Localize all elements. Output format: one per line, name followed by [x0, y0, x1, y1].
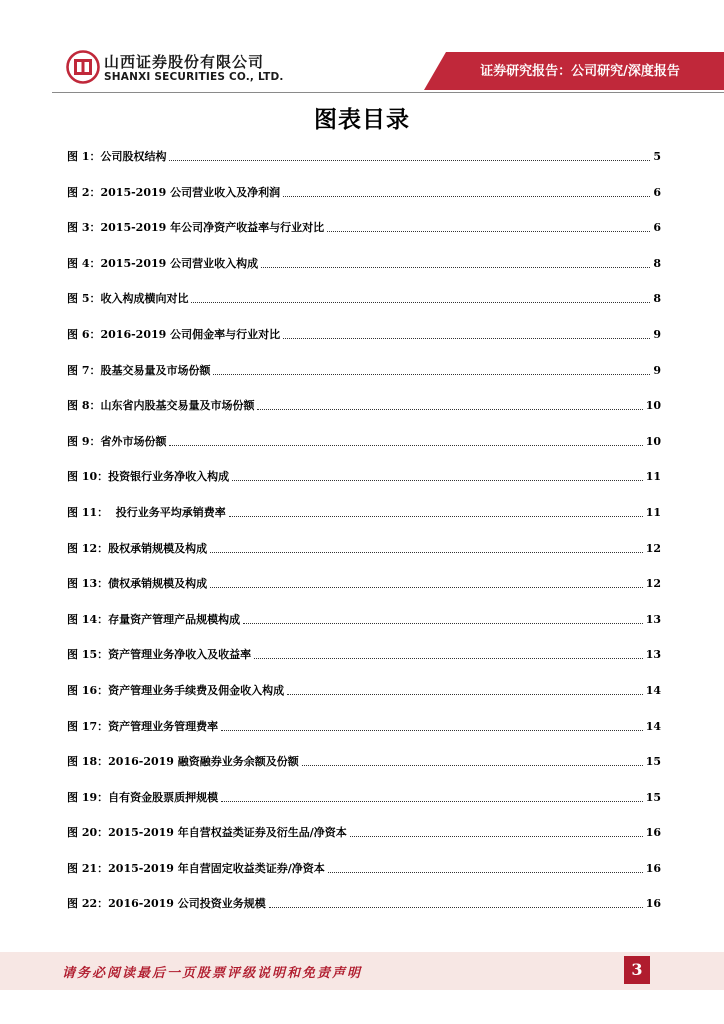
toc-entry[interactable] [67, 718, 661, 754]
toc-dot-leader [210, 541, 643, 553]
toc-entry-label: 图 11： [67, 505, 109, 519]
toc-entry-label: 图 1： [67, 150, 101, 163]
toc-dot-leader [169, 149, 650, 161]
toc-dot-leader [257, 398, 642, 410]
toc-entry-label: 图 18： [67, 755, 109, 769]
toc-entry-page: 13 [645, 648, 661, 662]
toc-entry-page: 12 [645, 541, 661, 555]
toc-entry-label: 图 22： [67, 897, 109, 911]
toc-entry-title: 2015-2019 年自营权益类证券及衍生品/净资本 [108, 826, 347, 840]
toc-entry-title: 2016-2019 公司佣金率与行业对比 [100, 327, 281, 341]
toc-dot-leader [287, 683, 643, 695]
toc-entry[interactable] [67, 860, 661, 896]
toc-dot-leader [327, 220, 650, 232]
toc-dot-leader [221, 719, 643, 731]
toc-entry[interactable] [67, 255, 661, 291]
toc-entry-title: 2015-2019 公司营业收入构成 [100, 256, 259, 270]
toc-entry-page: 16 [645, 861, 661, 875]
page-number: 3 [624, 956, 650, 984]
toc-entry[interactable] [67, 824, 661, 860]
toc-entry[interactable] [67, 433, 661, 469]
toc-entry[interactable] [67, 397, 661, 433]
toc-entry-label: 图 2： [67, 185, 101, 199]
toc-dot-leader [261, 256, 650, 268]
toc-dot-leader [283, 185, 650, 197]
footer-disclaimer: 请务必阅读最后一页股票评级说明和免责声明 [62, 966, 363, 981]
toc-entry[interactable] [67, 326, 661, 362]
toc-entry-title: 存量资产管理产品规模构成 [108, 612, 241, 626]
toc-entry[interactable] [67, 789, 661, 825]
toc-entry-label: 图 21： [67, 861, 109, 875]
toc-dot-leader [328, 861, 643, 873]
toc-entry-label: 图 7： [67, 363, 101, 377]
toc-entry-page: 16 [645, 897, 661, 911]
toc-entry[interactable] [67, 290, 661, 326]
toc-entry[interactable] [67, 148, 661, 184]
toc-entry[interactable] [67, 468, 661, 504]
toc-entry-page: 6 [653, 185, 661, 199]
toc-entry[interactable] [67, 682, 661, 718]
page-header [0, 0, 724, 100]
toc-entry[interactable] [67, 895, 661, 931]
toc-entry-label: 图 14： [67, 612, 109, 626]
company-name-cn: 山西证券股份有限公司 [104, 53, 265, 71]
toc-entry-page: 5 [653, 150, 661, 163]
company-logo-icon [66, 50, 100, 84]
toc-entry-label: 图 8： [67, 399, 101, 413]
toc-entry-page: 16 [645, 826, 661, 840]
toc-dot-leader [283, 327, 650, 339]
toc-entry-title: 投资银行业务净收入构成 [108, 470, 230, 484]
toc-entry-title: 资产管理业务管理费率 [108, 719, 219, 733]
toc-entry-page: 10 [645, 399, 661, 413]
toc-entry-page: 8 [653, 256, 661, 270]
toc-entry-label: 图 3： [67, 221, 101, 235]
toc-entry-label: 图 15： [67, 648, 109, 662]
toc-entry-page: 9 [653, 363, 661, 377]
toc-entry-title: 投行业务平均承销费率 [108, 505, 226, 519]
toc-entry[interactable] [67, 646, 661, 682]
toc-entry-page: 6 [653, 221, 661, 235]
toc-dot-leader [191, 291, 650, 303]
toc-dot-leader [210, 576, 643, 588]
toc-entry-title: 自有资金股票质押规模 [108, 790, 219, 804]
toc-dot-leader [269, 896, 643, 908]
toc-entry-title: 2015-2019 公司营业收入及净利润 [100, 185, 281, 199]
toc-entry[interactable] [67, 184, 661, 220]
toc-dot-leader [169, 434, 642, 446]
toc-entry-label: 图 6： [67, 327, 101, 341]
toc-entry[interactable] [67, 219, 661, 255]
toc-entry-title: 山东省内股基交易量及市场份额 [100, 399, 255, 413]
toc-entry[interactable] [67, 575, 661, 611]
toc-entry-label: 图 13： [67, 577, 109, 591]
toc-entry-label: 图 10： [67, 470, 109, 484]
toc-dot-leader [243, 612, 643, 624]
toc-dot-leader [254, 647, 643, 659]
toc-entry-label: 图 19： [67, 790, 109, 804]
toc-dot-leader [213, 363, 650, 375]
toc-entry-label: 图 17： [67, 719, 109, 733]
toc-entry-title: 股基交易量及市场份额 [100, 363, 211, 377]
toc-entry-title: 公司股权结构 [100, 150, 167, 163]
toc-entry-label: 图 12： [67, 541, 109, 555]
report-type-label: 证券研究报告：公司研究/深度报告 [480, 64, 680, 79]
toc-entry-page: 13 [645, 612, 661, 626]
toc-entry-page: 9 [653, 327, 661, 341]
toc-entry[interactable] [67, 504, 661, 540]
toc-entry[interactable] [67, 753, 661, 789]
toc-entry-page: 11 [645, 505, 661, 519]
toc-entry-label: 图 4： [67, 256, 101, 270]
toc-entry-title: 2016-2019 融资融券业务余额及份额 [108, 755, 299, 769]
toc-entry-title: 资产管理业务手续费及佣金收入构成 [108, 683, 285, 697]
toc-entry-title: 收入构成横向对比 [100, 292, 189, 306]
toc-entry-page: 14 [645, 683, 661, 697]
toc-entry-title: 资产管理业务净收入及收益率 [108, 648, 252, 662]
toc-dot-leader [350, 825, 643, 837]
toc-dot-leader [221, 790, 643, 802]
toc-entry-label: 图 16： [67, 683, 109, 697]
toc-dot-leader [302, 754, 643, 766]
page-title: 图表目录 [314, 106, 410, 133]
toc-entry[interactable] [67, 362, 661, 398]
company-name-en: SHANXI SECURITIES CO., LTD. [104, 71, 284, 83]
toc-entry[interactable] [67, 540, 661, 576]
toc-entry-label: 图 20： [67, 826, 109, 840]
toc-entry-title: 股权承销规模及构成 [108, 541, 208, 555]
header-divider [52, 92, 724, 93]
figure-list [67, 148, 661, 931]
toc-entry-page: 10 [645, 434, 661, 448]
toc-entry-label: 图 5： [67, 292, 101, 306]
toc-entry-page: 15 [645, 755, 661, 769]
toc-entry-page: 14 [645, 719, 661, 733]
toc-dot-leader [229, 505, 643, 517]
toc-entry-title: 省外市场份额 [100, 434, 167, 448]
toc-entry-title: 2016-2019 公司投资业务规模 [108, 897, 266, 911]
toc-entry-label: 图 9： [67, 434, 101, 448]
toc-entry-page: 8 [653, 292, 661, 306]
toc-entry-page: 15 [645, 790, 661, 804]
toc-entry-title: 2015-2019 年自营固定收益类证券/净资本 [108, 861, 325, 875]
toc-entry-title: 2015-2019 年公司净资产收益率与行业对比 [100, 221, 325, 235]
toc-entry-page: 12 [645, 577, 661, 591]
toc-entry-title: 债权承销规模及构成 [108, 577, 208, 591]
toc-entry-page: 11 [645, 470, 661, 484]
toc-entry[interactable] [67, 611, 661, 647]
toc-dot-leader [232, 469, 643, 481]
